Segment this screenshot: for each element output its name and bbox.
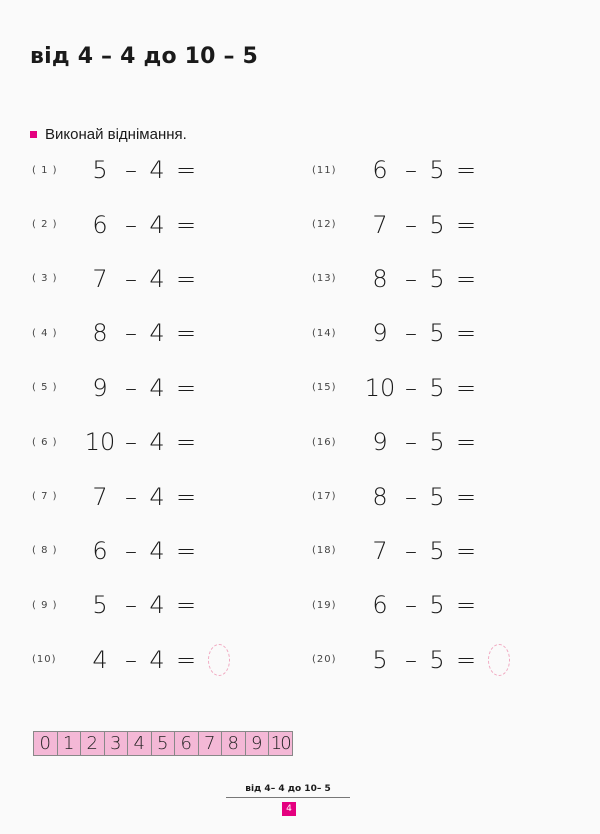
subtrahend: 4 — [149, 428, 165, 457]
minuend: 7 — [372, 536, 388, 565]
problem-expression — [82, 211, 202, 239]
minuend: 5 — [372, 645, 388, 674]
footer-title: від 4– 4 до 10– 5 — [226, 784, 350, 798]
equals-sign: = — [175, 210, 197, 239]
equals-sign: = — [455, 428, 477, 457]
equals-sign: = — [455, 319, 477, 348]
minuend: 8 — [372, 482, 388, 511]
problem-expression — [82, 591, 202, 619]
minus-sign: – — [405, 156, 417, 185]
equals-sign: = — [175, 645, 197, 674]
equals-sign: = — [455, 536, 477, 565]
square-bullet-icon — [30, 131, 37, 138]
equals-sign: = — [455, 156, 477, 185]
page-title: від 4 – 4 до 10 – 5 — [30, 44, 259, 69]
problem-row — [32, 415, 302, 469]
minus-sign: – — [405, 210, 417, 239]
equals-sign: = — [175, 591, 197, 620]
number-strip-cell: 6 — [175, 732, 199, 755]
subtrahend: 5 — [429, 482, 445, 511]
equals-sign: = — [455, 482, 477, 511]
problem-label: (11) — [312, 164, 337, 176]
number-strip — [33, 731, 293, 756]
minuend: 7 — [92, 264, 108, 293]
minuend: 6 — [372, 591, 388, 620]
problem-expression — [82, 374, 202, 402]
answer-field[interactable] — [488, 644, 510, 676]
problem-row — [312, 361, 582, 415]
subtrahend: 4 — [149, 591, 165, 620]
answer-field[interactable] — [208, 644, 230, 676]
number-strip-cell: 10 — [270, 733, 290, 754]
minuend: 8 — [372, 264, 388, 293]
minuend: 10 — [364, 373, 396, 402]
minus-sign: – — [125, 210, 137, 239]
problem-expression — [82, 319, 202, 347]
problem-row — [32, 197, 302, 251]
problem-row — [32, 143, 302, 197]
minus-sign: – — [405, 645, 417, 674]
problem-row — [32, 252, 302, 306]
problem-row — [312, 143, 582, 197]
problem-label: ( 9 ) — [32, 599, 58, 611]
problem-row — [312, 578, 582, 632]
problem-label: (12) — [312, 219, 337, 231]
subtrahend: 5 — [429, 373, 445, 402]
equals-sign: = — [175, 536, 197, 565]
minus-sign: – — [125, 428, 137, 457]
problem-row — [312, 197, 582, 251]
minuend: 7 — [372, 210, 388, 239]
problem-row — [312, 633, 582, 687]
problem-row — [32, 306, 302, 360]
problem-label: (18) — [312, 545, 337, 557]
instruction — [30, 126, 187, 143]
problem-row — [312, 469, 582, 523]
minus-sign: – — [405, 536, 417, 565]
minus-sign: – — [405, 591, 417, 620]
number-strip-cell: 3 — [105, 732, 129, 755]
equals-sign: = — [175, 319, 197, 348]
problem-expression — [362, 319, 482, 347]
subtrahend: 5 — [429, 210, 445, 239]
number-strip-cell: 9 — [246, 732, 270, 755]
problem-expression — [82, 537, 202, 565]
problem-row — [32, 469, 302, 523]
minuend: 9 — [372, 428, 388, 457]
problem-expression — [362, 211, 482, 239]
minuend: 8 — [92, 319, 108, 348]
problem-label: ( 3 ) — [32, 273, 58, 285]
subtrahend: 4 — [149, 536, 165, 565]
minus-sign: – — [405, 482, 417, 511]
minuend: 6 — [92, 210, 108, 239]
minuend: 4 — [92, 645, 108, 674]
problem-expression — [362, 428, 482, 456]
minus-sign: – — [125, 373, 137, 402]
minuend: 6 — [92, 536, 108, 565]
number-strip-cell: 7 — [199, 732, 223, 755]
problem-expression — [82, 156, 202, 184]
problems-column-left — [32, 143, 302, 687]
problem-row — [312, 524, 582, 578]
equals-sign: = — [175, 264, 197, 293]
equals-sign: = — [175, 373, 197, 402]
minuend: 7 — [92, 482, 108, 511]
problem-row — [32, 578, 302, 632]
number-strip-cell: 1 — [58, 732, 82, 755]
minuend: 6 — [372, 156, 388, 185]
minus-sign: – — [405, 428, 417, 457]
number-strip-cell: 4 — [128, 732, 152, 755]
number-strip-cell: 8 — [222, 732, 246, 755]
subtrahend: 5 — [429, 591, 445, 620]
problem-label: (16) — [312, 436, 337, 448]
subtrahend: 5 — [429, 319, 445, 348]
instruction-text: Виконай віднімання. — [45, 126, 187, 143]
problem-row — [32, 524, 302, 578]
equals-sign: = — [175, 156, 197, 185]
problem-expression — [82, 428, 202, 456]
minus-sign: – — [125, 319, 137, 348]
problem-row — [32, 633, 302, 687]
minus-sign: – — [125, 264, 137, 293]
subtrahend: 5 — [429, 264, 445, 293]
subtrahend: 4 — [149, 319, 165, 348]
minus-sign: – — [125, 591, 137, 620]
equals-sign: = — [175, 482, 197, 511]
problem-expression — [362, 646, 482, 674]
subtrahend: 4 — [149, 373, 165, 402]
problem-row — [312, 306, 582, 360]
page-number: 4 — [282, 802, 296, 816]
minuend: 5 — [92, 156, 108, 185]
minus-sign: – — [125, 482, 137, 511]
problem-row — [32, 361, 302, 415]
problem-label: ( 4 ) — [32, 327, 58, 339]
subtrahend: 4 — [149, 210, 165, 239]
minuend: 10 — [84, 428, 116, 457]
minus-sign: – — [405, 319, 417, 348]
problem-label: ( 2 ) — [32, 219, 58, 231]
problem-row — [312, 415, 582, 469]
problem-expression — [362, 265, 482, 293]
minus-sign: – — [125, 536, 137, 565]
problem-label: (19) — [312, 599, 337, 611]
problem-expression — [362, 156, 482, 184]
problem-label: (13) — [312, 273, 337, 285]
problem-label: (10) — [32, 654, 57, 666]
subtrahend: 4 — [149, 645, 165, 674]
subtrahend: 5 — [429, 536, 445, 565]
number-strip-cell: 2 — [81, 732, 105, 755]
problem-expression — [82, 483, 202, 511]
subtrahend: 4 — [149, 482, 165, 511]
subtrahend: 4 — [149, 264, 165, 293]
subtrahend: 5 — [429, 645, 445, 674]
problem-expression — [362, 374, 482, 402]
problem-label: (20) — [312, 654, 337, 666]
problem-label: ( 8 ) — [32, 545, 58, 557]
problem-label: ( 7 ) — [32, 491, 58, 503]
problems-column-right — [312, 143, 582, 687]
minuend: 5 — [92, 591, 108, 620]
problem-label: ( 1 ) — [32, 164, 58, 176]
problem-label: (15) — [312, 382, 337, 394]
problem-label: (17) — [312, 491, 337, 503]
problem-expression — [362, 537, 482, 565]
equals-sign: = — [455, 264, 477, 293]
equals-sign: = — [175, 428, 197, 457]
equals-sign: = — [455, 591, 477, 620]
problem-expression — [82, 265, 202, 293]
problem-row — [312, 252, 582, 306]
minus-sign: – — [405, 264, 417, 293]
minuend: 9 — [92, 373, 108, 402]
equals-sign: = — [455, 210, 477, 239]
minus-sign: – — [125, 156, 137, 185]
problem-label: ( 6 ) — [32, 436, 58, 448]
problem-expression — [362, 591, 482, 619]
equals-sign: = — [455, 373, 477, 402]
minuend: 9 — [372, 319, 388, 348]
number-strip-cell: 5 — [152, 732, 176, 755]
problem-expression — [362, 483, 482, 511]
subtrahend: 4 — [149, 156, 165, 185]
minus-sign: – — [125, 645, 137, 674]
problem-expression — [82, 646, 202, 674]
problem-label: (14) — [312, 327, 337, 339]
number-strip-cell: 0 — [34, 732, 58, 755]
subtrahend: 5 — [429, 428, 445, 457]
minus-sign: – — [405, 373, 417, 402]
problem-label: ( 5 ) — [32, 382, 58, 394]
subtrahend: 5 — [429, 156, 445, 185]
equals-sign: = — [455, 645, 477, 674]
